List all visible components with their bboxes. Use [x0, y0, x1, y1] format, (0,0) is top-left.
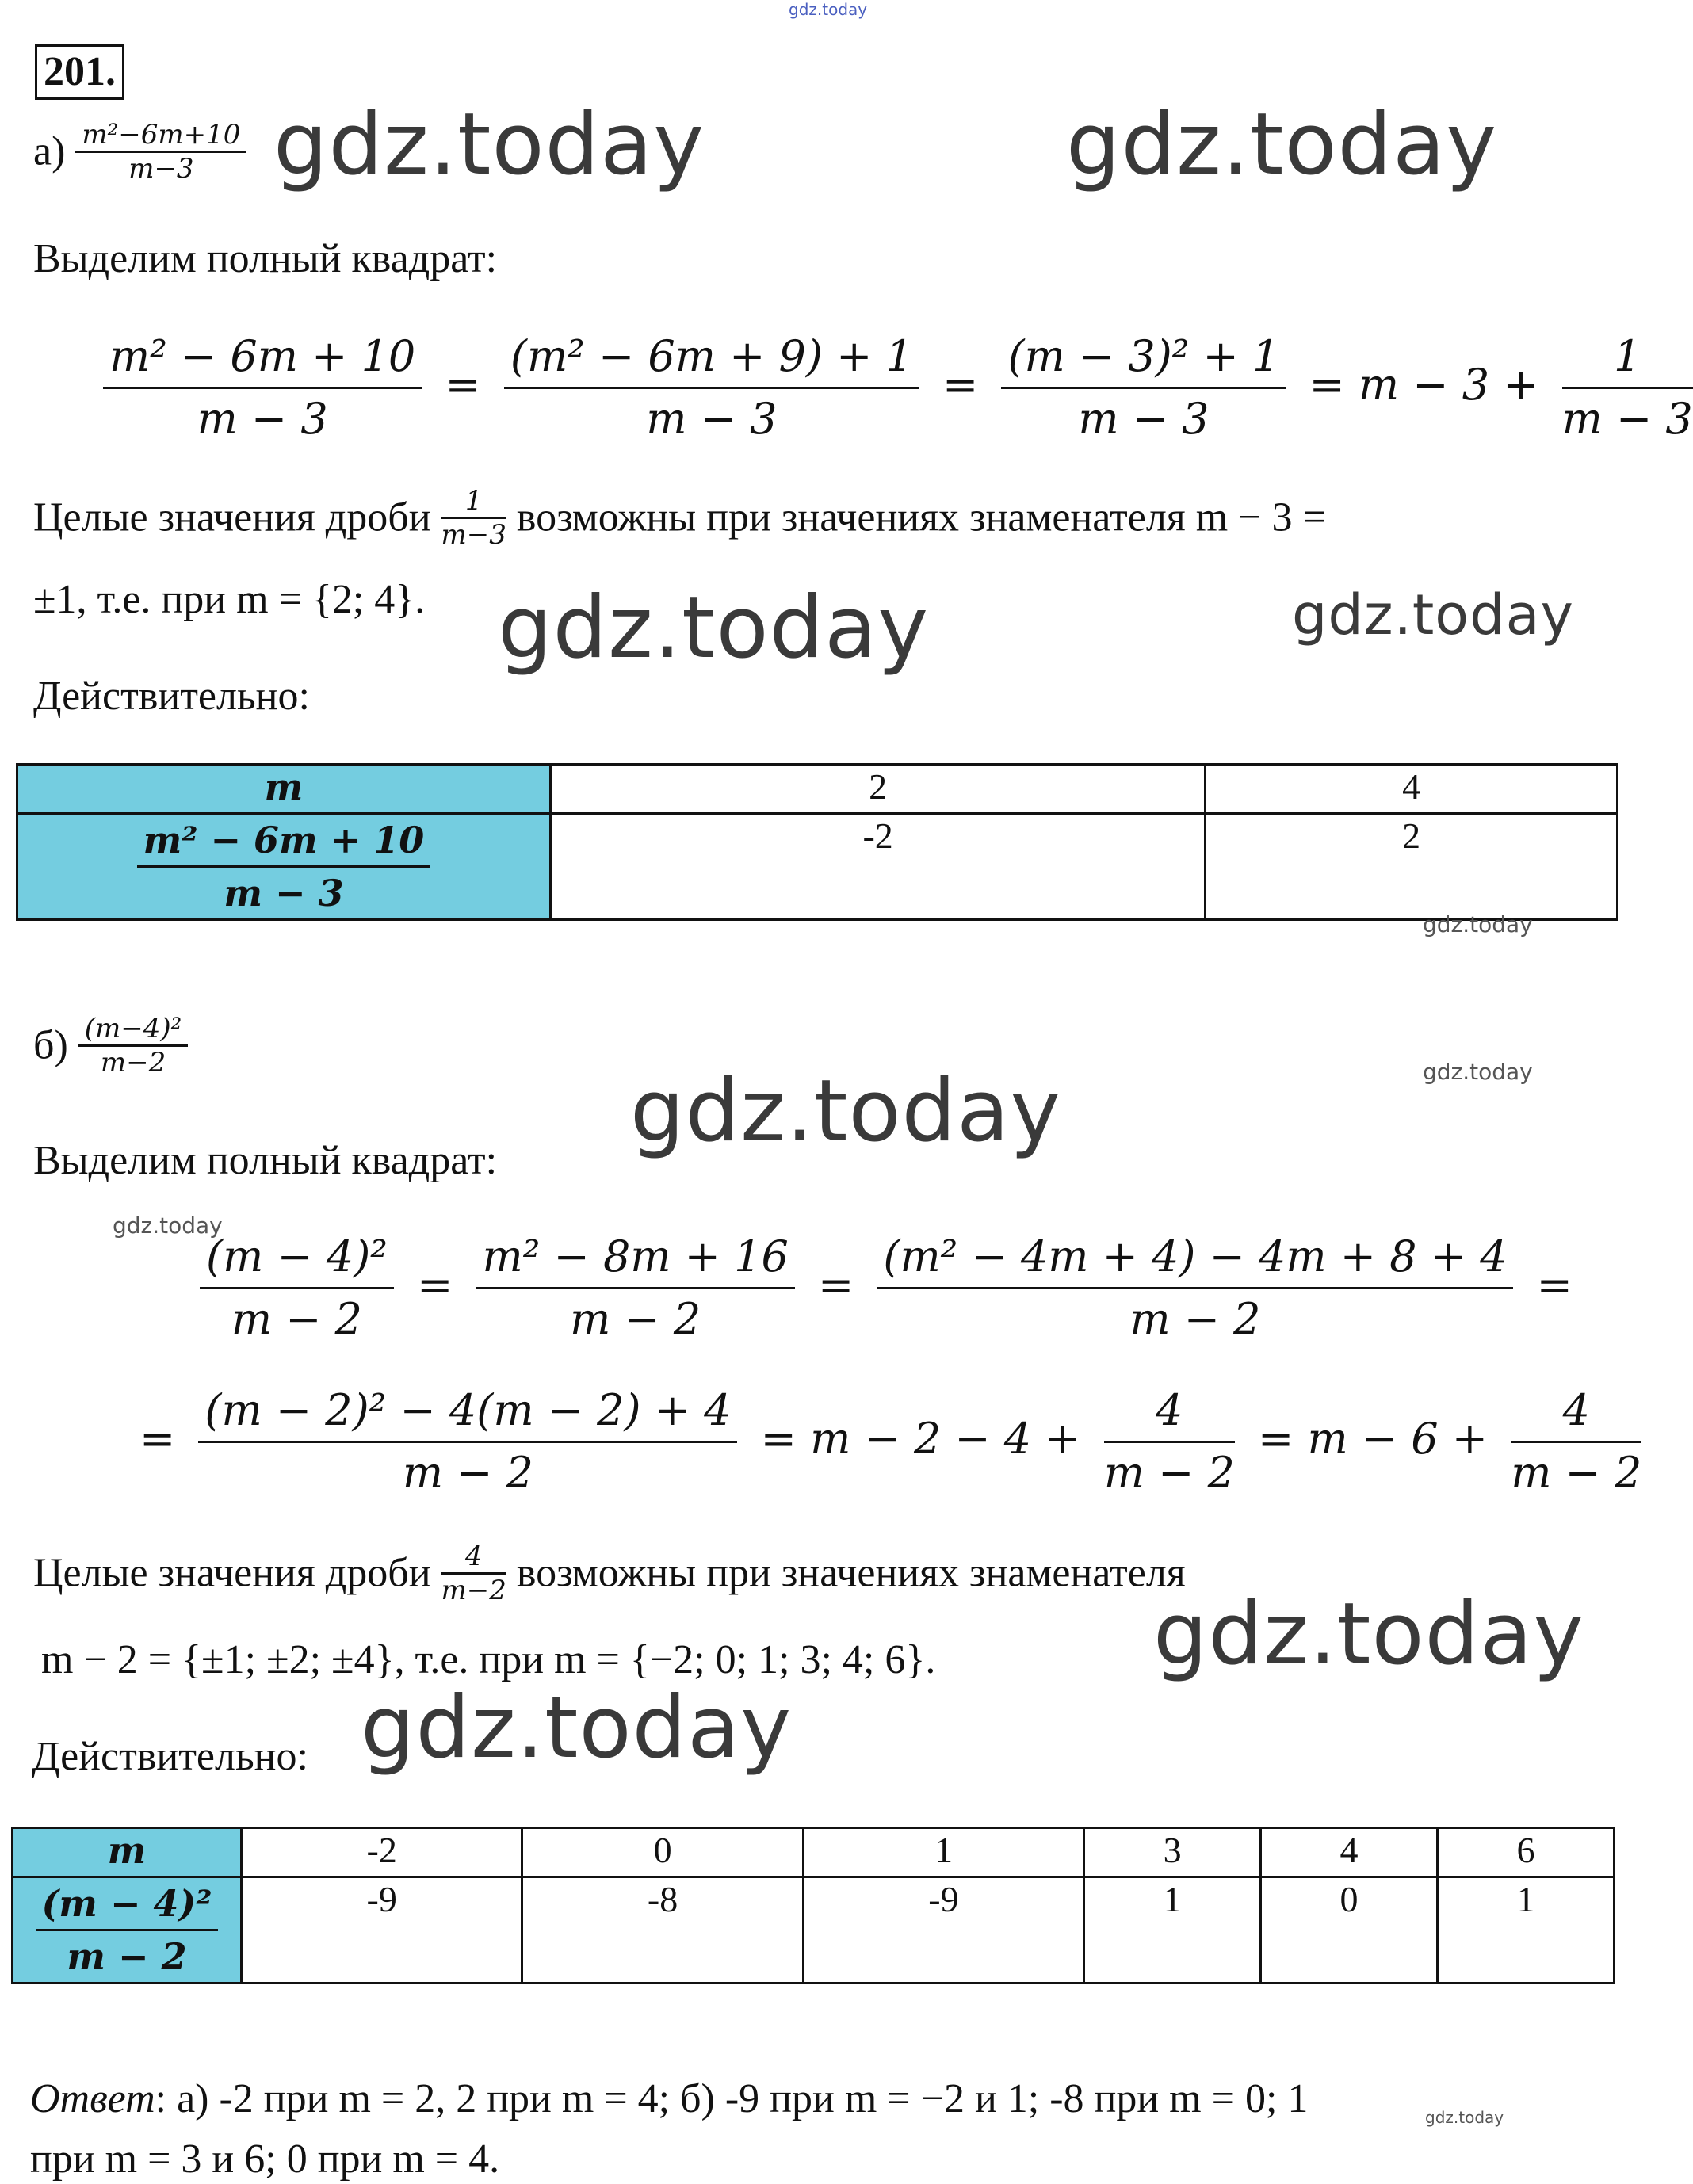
part-a-table: [16, 763, 1618, 921]
part-b-equation-2: = $\frac{\text{(m − 2)² − 4(m − 2) + 4}}{m - 2}$ = m − 2 − 4 + $\frac{4}{m - 2}$ = m − 6 + $\frac{4}{m - 2}$: [139, 1380, 1641, 1503]
conclusion-fraction: [441, 1541, 506, 1606]
conclusion-text: Целые значения дроби: [33, 1550, 431, 1596]
part-b-conclusion-line2: m − 2 = {±1; ±2; ±4}, т.е. при m = {−2; 0; 1; 3; 4; 6}.: [41, 1637, 936, 1682]
fraction-numerator: 4: [1511, 1380, 1641, 1443]
answer-label: Ответ: [30, 2076, 155, 2121]
fraction-denominator: m−3: [441, 519, 506, 551]
part-b-conclusion: [33, 1541, 1186, 1606]
top-watermark: gdz.today: [789, 0, 868, 19]
answer-line-1: [30, 2075, 1308, 2124]
part-a-equation: $\frac{\text{m² − 6m + 10}}{m - 3}$ = $\frac{\text{(m² − 6m + 9) + 1}}{m - 3}$ = $\frac{\text{(m − 3)² + 1}}{m - 3}$ = m − 3 + $\frac{1}{m - 3}$: [103, 326, 1693, 449]
fraction-denominator: m − 2: [1103, 1448, 1235, 1498]
watermark: gdz.today: [113, 1212, 223, 1239]
table-cell-result: 2: [1206, 814, 1618, 920]
conclusion-fraction: [441, 485, 506, 551]
part-b-equation-1: $\frac{\text{(m − 4)²}}{m - 2}$ = $\frac{\text{m² − 8m + 16}}{m - 2}$ = $\frac{\text{(m² − 4m + 4) − 4m + 8 + 4}}{m - 2}$ =: [200, 1227, 1582, 1350]
watermark: gdz.today: [1425, 2108, 1504, 2127]
conclusion-text: возможны при значениях знаменателя: [516, 1550, 1186, 1596]
fraction-numerator: (m² − 4m + 4) − 4m + 8 + 4: [877, 1227, 1513, 1289]
table-cell-m: 4: [1261, 1828, 1438, 1877]
fraction-numerator: 1: [441, 485, 506, 519]
equation-tail: = m − 3 +: [1309, 359, 1539, 410]
table-cell-m: 1: [803, 1828, 1083, 1877]
part-a-expr-denominator: m−3: [128, 153, 194, 185]
fraction-denominator: m−2: [441, 1575, 506, 1606]
fraction-denominator: m − 2: [67, 1935, 187, 1978]
fraction-numerator: m² − 8m + 16: [476, 1227, 795, 1289]
fraction-denominator: m − 2: [231, 1294, 363, 1344]
part-a-expression: [75, 119, 246, 185]
fraction-denominator: m − 2: [570, 1294, 701, 1344]
watermark: gdz.today: [1066, 95, 1498, 194]
table-cell-m: 3: [1084, 1828, 1261, 1877]
fraction-denominator: m − 2: [1129, 1294, 1261, 1344]
table-cell-m: 2: [551, 765, 1206, 814]
answer-text: : а) -2 при m = 2, 2 при m = 4; б) -9 при m = −2 и 1; -8 при m = 0; 1: [155, 2076, 1309, 2121]
table-cell-result: -8: [522, 1877, 803, 1984]
part-a-heading: [33, 119, 246, 185]
table-cell-result: -9: [242, 1877, 522, 1984]
part-a-verify: Действительно:: [33, 674, 310, 719]
part-b-heading: [33, 1013, 188, 1079]
watermark: gdz.today: [498, 578, 930, 678]
fraction-denominator: m − 3: [224, 872, 344, 914]
part-b-table: [11, 1827, 1615, 1984]
part-b-expr-denominator: m−2: [100, 1047, 166, 1079]
problem-number: 201.: [35, 44, 124, 100]
part-b-expr-numerator: (m−4)²: [78, 1013, 189, 1047]
part-a-conclusion: [33, 485, 1326, 551]
table-header-m: m: [17, 765, 551, 814]
table-cell-result: 0: [1261, 1877, 1438, 1984]
part-a-conclusion-line2: ±1, т.е. при m = {2; 4}.: [33, 577, 426, 622]
answer-line-2: при m = 3 и 6; 0 при m = 4.: [30, 2136, 500, 2182]
part-b-intro: Выделим полный квадрат:: [33, 1138, 498, 1183]
fraction-numerator: (m − 4)²: [36, 1878, 219, 1931]
fraction-denominator: m − 3: [197, 394, 328, 444]
table-cell-m: 4: [1206, 765, 1618, 814]
watermark: gdz.today: [1153, 1585, 1585, 1684]
fraction-numerator: m² − 6m + 10: [103, 326, 422, 389]
watermark: gdz.today: [273, 95, 705, 194]
part-b-verify: Действительно:: [32, 1734, 308, 1779]
table-header-m: m: [13, 1828, 242, 1877]
fraction-numerator: 1: [1562, 326, 1693, 389]
table-cell-m: 6: [1438, 1828, 1615, 1877]
watermark: gdz.today: [1423, 1059, 1533, 1085]
part-a-intro: Выделим полный квадрат:: [33, 236, 498, 281]
watermark: gdz.today: [1292, 582, 1574, 647]
fraction-numerator: m² − 6m + 10: [137, 815, 431, 868]
table-header-expression: [13, 1877, 242, 1984]
part-b-label: б): [33, 1022, 68, 1068]
fraction-numerator: (m − 4)²: [200, 1227, 394, 1289]
watermark: gdz.today: [1423, 911, 1533, 937]
part-b-expression: [78, 1013, 189, 1079]
fraction-denominator: m − 3: [1561, 394, 1693, 444]
fraction-denominator: m − 2: [402, 1448, 534, 1498]
table-cell-result: 1: [1438, 1877, 1615, 1984]
fraction-denominator: m − 2: [1511, 1448, 1642, 1498]
table-cell-m: 0: [522, 1828, 803, 1877]
fraction-numerator: 4: [441, 1541, 506, 1575]
equation-middle: = m − 2 − 4 +: [760, 1413, 1081, 1464]
table-cell-result: -2: [551, 814, 1206, 920]
fraction-numerator: 4: [1104, 1380, 1235, 1443]
fraction-denominator: m − 3: [1078, 394, 1210, 444]
watermark: gdz.today: [361, 1678, 793, 1777]
fraction-numerator: (m − 3)² + 1: [1001, 326, 1286, 389]
table-cell-result: 1: [1084, 1877, 1261, 1984]
equation-middle: = m − 6 +: [1258, 1413, 1489, 1464]
watermark: gdz.today: [630, 1062, 1062, 1161]
table-header-expression: [17, 814, 551, 920]
table-cell-result: -9: [803, 1877, 1083, 1984]
part-a-expr-numerator: m²−6m+10: [75, 119, 246, 153]
conclusion-text: Целые значения дроби: [33, 494, 431, 540]
fraction-denominator: m − 3: [646, 394, 778, 444]
fraction-numerator: (m − 2)² − 4(m − 2) + 4: [198, 1380, 737, 1443]
table-cell-m: -2: [242, 1828, 522, 1877]
conclusion-text: возможны при значениях знаменателя m − 3 =: [516, 494, 1326, 540]
part-a-label: а): [33, 128, 66, 174]
fraction-numerator: (m² − 6m + 9) + 1: [504, 326, 919, 389]
